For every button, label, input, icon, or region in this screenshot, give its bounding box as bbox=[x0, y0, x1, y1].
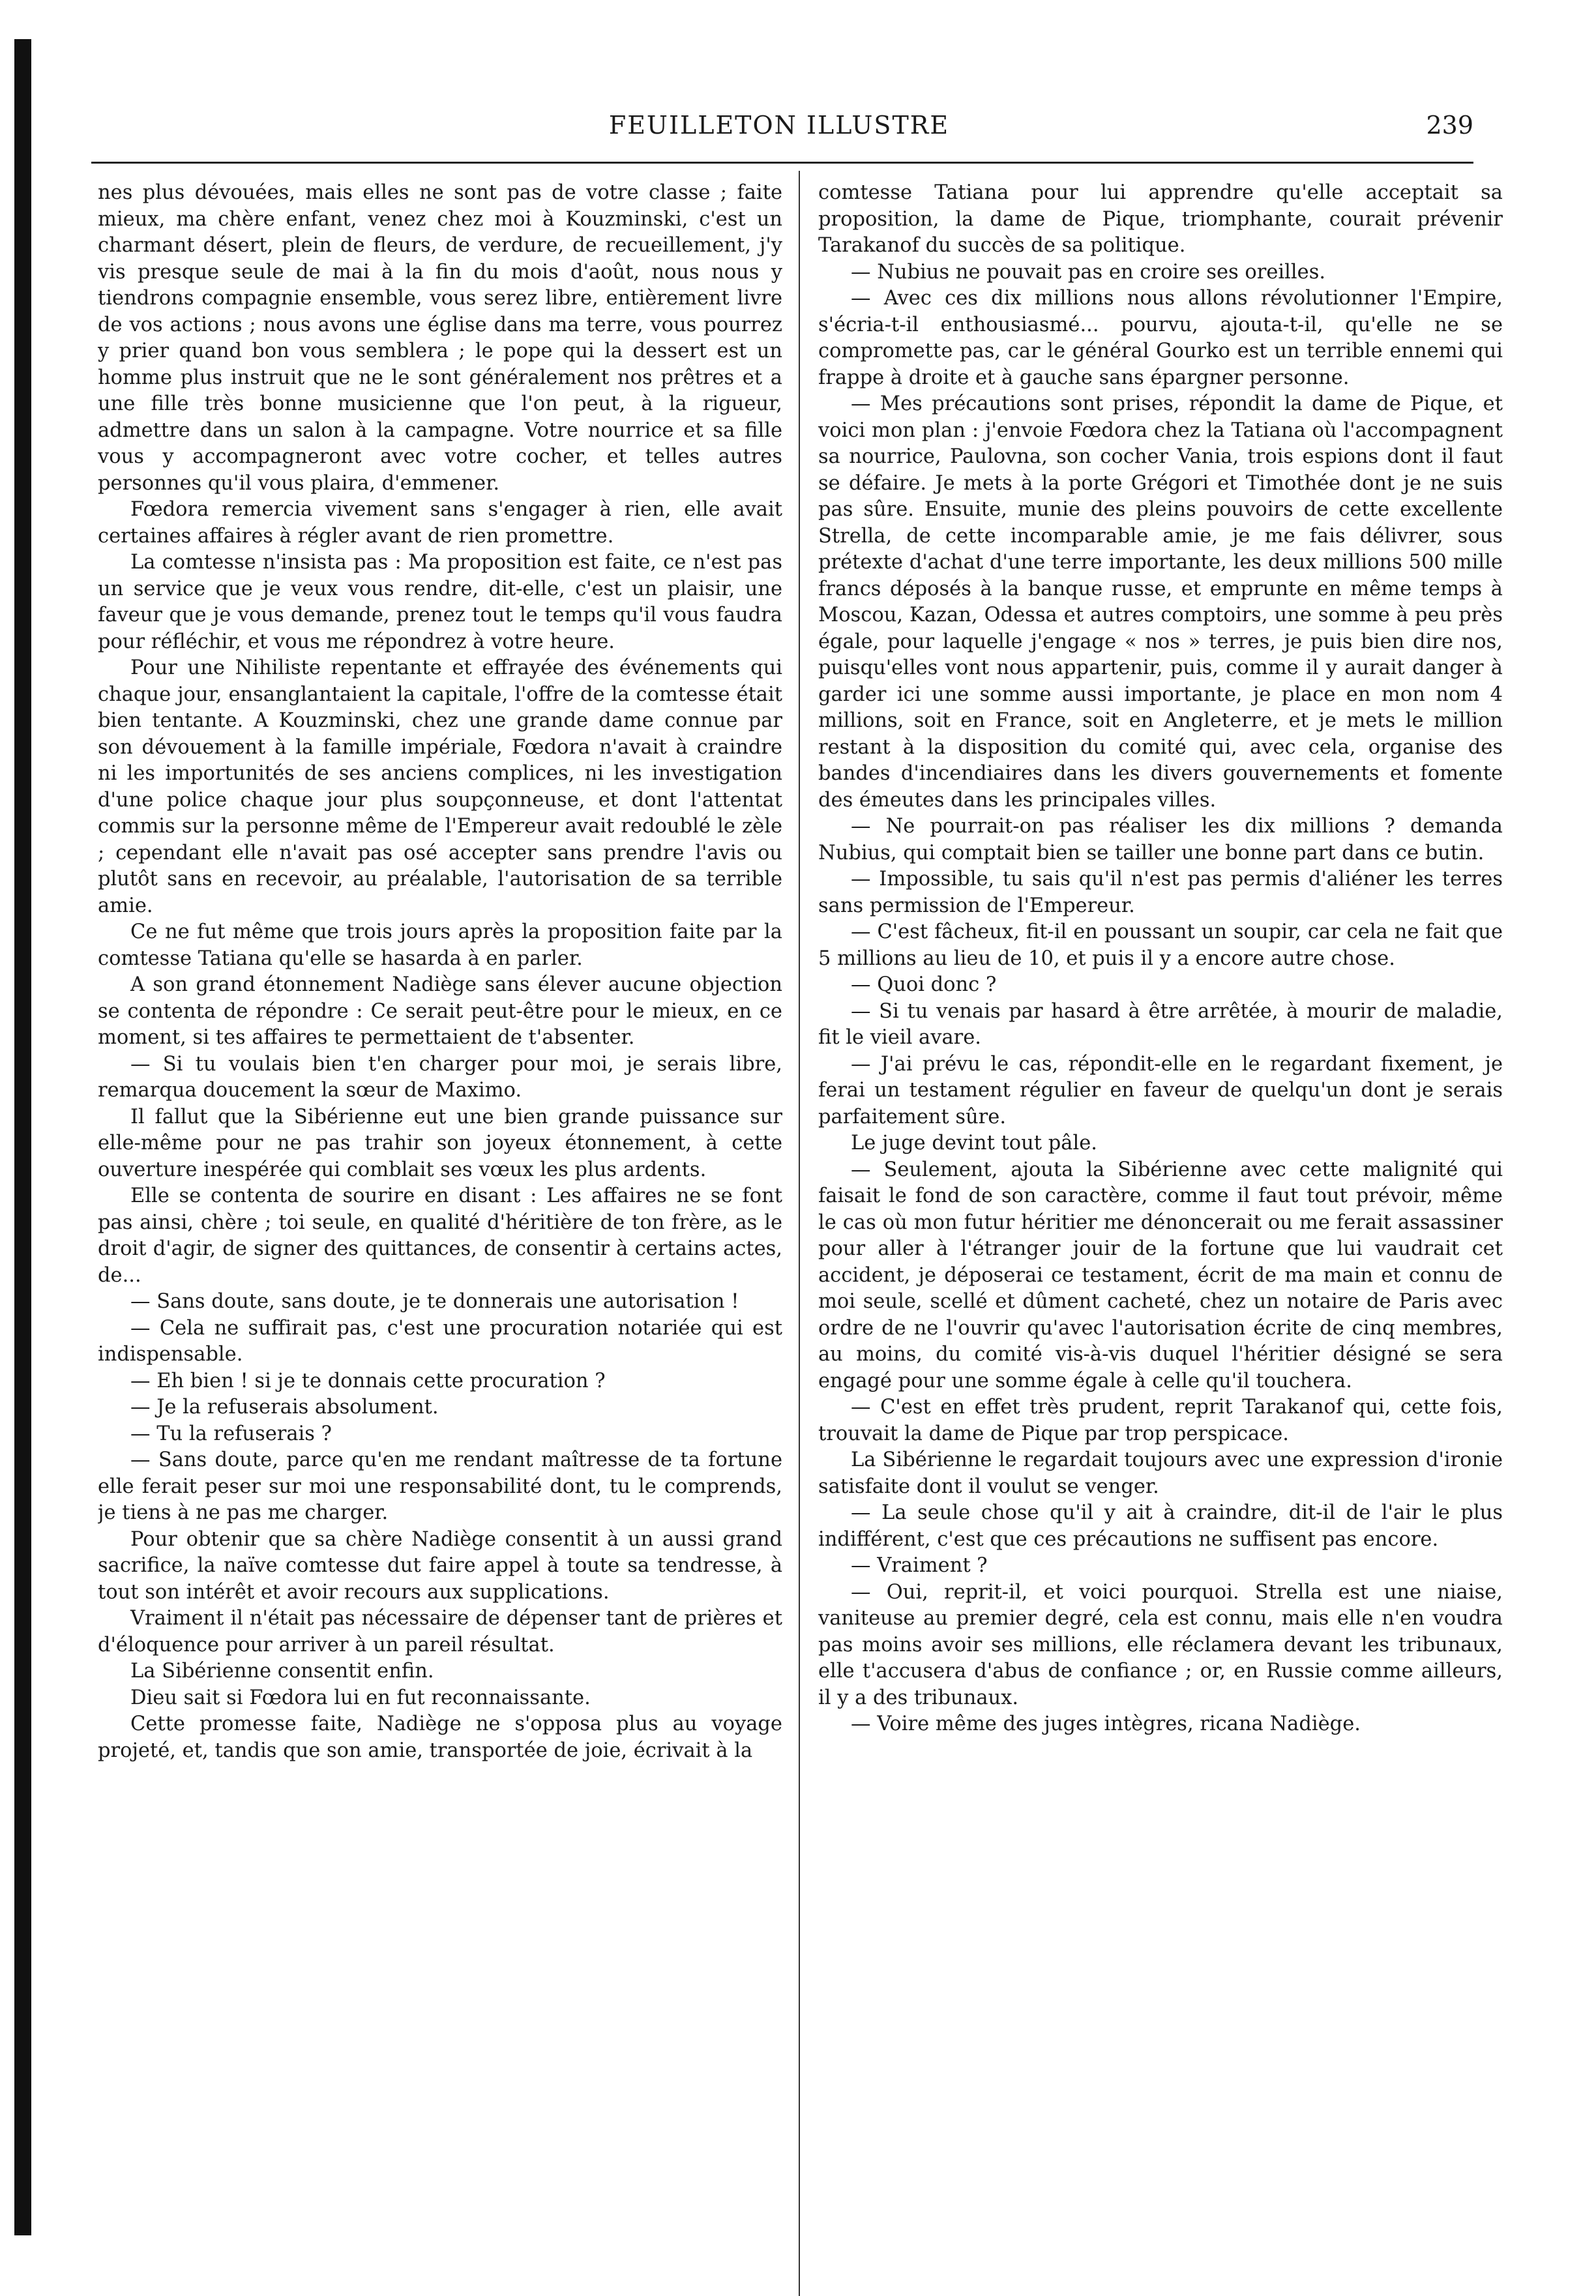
paragraph: — Avec ces dix millions nous allons révolutionner l'Empire, s'écria-t-il enthousiasmé... pourvu, ajouta-t-il, qu'elle ne se compromette pas, car le général Gourko est un terrible ennemi qui frappe à droite et à gauche sans épargner personne. bbox=[818, 287, 1503, 389]
paragraph: — Je la refuserais absolument. bbox=[130, 1396, 439, 1419]
paragraph: — Eh bien ! si je te donnais cette procuration ? bbox=[130, 1369, 606, 1392]
paragraph: — Nubius ne pouvait pas en croire ses oreilles. bbox=[851, 260, 1326, 284]
paragraph: — Ne pourrait-on pas réaliser les dix millions ? demanda Nubius, qui comptait bien se tailler une bonne part dans ce butin. bbox=[818, 815, 1503, 864]
paragraph: Dieu sait si Fœdora lui en fut reconnaissante. bbox=[130, 1686, 591, 1709]
paragraph: nes plus dévouées, mais elles ne sont pas de votre classe ; faite mieux, ma chère enfant, venez chez moi à Kouzminski, c'est un charmant désert, plein de fleurs, de verdure, de recueillement, j'y vis presque seule de mai à la fin du mois d'août, nous nous y tiendrons compagnie ensemble, vous serez libre, entièrement livre de vos actions ; nous avons une église dans ma terre, vous pourrez y prier quand bon vous semblera ; le pope qui la dessert est un homme plus instruit que ne le sont généralement nos prêtres et a une fille très bonne musicienne que l'on peut, à la rigueur, admettre dans un salon à la campagne. Votre nourrice et sa fille vous y accompagneront avec votre cocher, et telles autres personnes qu'il vous plaira, d'emmener. bbox=[98, 181, 782, 495]
paragraph: Fœdora remercia vivement sans s'engager à rien, elle avait certaines affaires à régler avant de rien promettre. bbox=[98, 498, 782, 548]
paragraph: — C'est fâcheux, fit-il en poussant un soupir, car cela ne fait que 5 millions au lieu de 10, et puis il y a encore autre chose. bbox=[818, 920, 1503, 970]
paragraph: — Si tu voulais bien t'en charger pour moi, je serais libre, remarqua doucement la sœur de Maximo. bbox=[98, 1052, 782, 1102]
header-rule bbox=[91, 162, 1473, 164]
paragraph: — Seulement, ajouta la Sibérienne avec cette malignité qui faisait le fond de son caractère, comme il faut tout prévoir, même le cas où mon futur héritier me dénoncerait ou me ferait assassiner pour aller à l'étranger jouir de la fortune que lui vaudrait cet accident, je déposerai ce testament, écrit de ma main et connu de moi seule, scellé et dûment cacheté, chez un notaire de Paris avec ordre de ne l'ouvrir qu'avec l'autorisation écrite de cinq membres, au moins, du comité vis-à-vis duquel l'héritier désigné se sera engagé pour une somme égale à celle qu'il touchera. bbox=[818, 1158, 1503, 1392]
header-title: FEUILLETON ILLUSTRE bbox=[608, 111, 950, 140]
paragraph: — Vraiment ? bbox=[851, 1554, 988, 1577]
paragraph: comtesse Tatiana pour lui apprendre qu'elle acceptait sa proposition, la dame de Pique, triomphante, courait prévenir Tarakanof du succès de sa politique. bbox=[818, 181, 1503, 257]
paragraph: — Sans doute, parce qu'en me rendant maîtresse de ta fortune elle ferait peser sur moi une responsabilité dont, tu le comprends, je tiens à ne pas me charger. bbox=[98, 1449, 782, 1524]
paragraph: — La seule chose qu'il y ait à craindre, dit-il de l'air le plus indifférent, c'est que ces précautions ne suffisent pas encore. bbox=[818, 1501, 1503, 1551]
right-column bbox=[818, 180, 1503, 2201]
paragraph: — Oui, reprit-il, et voici pourquoi. Strella est une niaise, vaniteuse au premier degré, cela est connu, mais elle n'en voudra pas moins avoir ses millions, elle réclamera devant les tribunaux, elle t'accusera d'abus de confiance ; or, en Russie comme ailleurs, il y a des tribunaux. bbox=[818, 1580, 1503, 1709]
paragraph: Pour obtenir que sa chère Nadiège consentit à un aussi grand sacrifice, la naïve comtesse dut faire appel à toute sa tendresse, à tout son intérêt et avoir recours aux supplications. bbox=[98, 1527, 782, 1604]
paragraph: — Sans doute, sans doute, je te donnerais une autorisation ! bbox=[130, 1290, 739, 1313]
paragraph: — Si tu venais par hasard à être arrêtée, à mourir de maladie, fit le vieil avare. bbox=[818, 999, 1503, 1049]
paragraph: La comtesse n'insista pas : Ma proposition est faite, ce n'est pas un service que je veux vous rendre, dit-elle, c'est un plaisir, une faveur que je vous demande, prenez tout le temps qu'il vous faudra pour réfléchir, et vous me répondrez à votre heure. bbox=[98, 551, 782, 653]
paragraph: Elle se contenta de sourire en disant : Les affaires ne se font pas ainsi, chère ; toi seule, en qualité d'héritière de ton frère, as le droit d'agir, de signer des quittances, de consentir à certains actes, de... bbox=[98, 1185, 782, 1287]
paragraph: Pour une Nihiliste repentante et effrayée des événements qui chaque jour, ensanglantaient la capitale, l'offre de la comtesse était bien tentante. A Kouzminski, chez une grande dame connue par son dévouement à la famille impériale, Fœdora n'avait à craindre ni les importunités de ses anciens complices, ni les investigation d'une police chaque jour plus soupçonneuse, et dont l'attentat commis sur la personne même de l'Empereur avait redoublé le zèle ; cependant elle n'avait pas osé accepter sans prendre l'avis ou plutôt sans en recevoir, au préalable, l'autorisation de sa terrible amie. bbox=[98, 656, 782, 917]
binding-edge bbox=[14, 39, 31, 2235]
paragraph: A son grand étonnement Nadiège sans élever aucune objection se contenta de répondre : Ce serait peut-être pour le mieux, en ce moment, si tes affaires te permettaient de t'absenter. bbox=[98, 973, 782, 1049]
page-number: 239 bbox=[1426, 111, 1473, 140]
paragraph: — Tu la refuserais ? bbox=[130, 1422, 332, 1445]
paragraph: — Voire même des juges intègres, ricana Nadiège. bbox=[851, 1713, 1361, 1735]
paragraph: Vraiment il n'était pas nécessaire de dépenser tant de prières et d'éloquence pour arriver à un pareil résultat. bbox=[98, 1607, 782, 1656]
paragraph: Ce ne fut même que trois jours après la proposition faite par la comtesse Tatiana qu'elle se hasarda à en parler. bbox=[98, 920, 782, 970]
running-header bbox=[85, 111, 1473, 150]
paragraph: — Mes précautions sont prises, répondit la dame de Pique, et voici mon plan : j'envoie Fœdora chez la Tatiana où l'accompagnent sa nourrice, Paulovna, son cocher Vania, trois espions dont il faut se défaire. Je mets à la porte Grégori et Timothée dont je ne suis pas sûre. Ensuite, munie des pleins pouvoirs de cette excellente Strella, de cette incomparable amie, je me fais délivrer, sous prétexte d'achat d'une terre importante, les deux millions 500 mille francs déposés à la banque russe, et emprunte en même temps à Moscou, Kazan, Odessa et autres comptoirs, une somme à peu près égale, pour laquelle j'engage « nos » terres, je puis bien dire nos, puisqu'elles vont nous appartenir, puis, comme il y aurait danger à garder ici une somme aussi importante, je place en mon nom 4 millions, soit en France, soit en Angleterre, et je mets le million restant à la disposition du comité qui, avec cela, organise des bandes d'incendiaires dans les divers gouvernements et fomente des émeutes dans les principales villes. bbox=[818, 392, 1503, 812]
paragraph: La Sibérienne le regardait toujours avec une expression d'ironie satisfaite dont il voulut se venger. bbox=[818, 1449, 1503, 1498]
paragraph: Il fallut que la Sibérienne eut une bien grande puissance sur elle-même pour ne pas trahir son joyeux étonnement, à cette ouverture inespérée qui comblait ses vœux les plus ardents. bbox=[98, 1105, 782, 1181]
paragraph: — C'est en effet très prudent, reprit Tarakanof qui, cette fois, trouvait la dame de Pique par trop perspicace. bbox=[818, 1396, 1503, 1445]
column-divider bbox=[799, 171, 800, 2296]
left-column bbox=[98, 180, 782, 2201]
paragraph: La Sibérienne consentit enfin. bbox=[130, 1660, 434, 1683]
paragraph: — J'ai prévu le cas, répondit-elle en le regardant fixement, je ferai un testament régulier en faveur de quelqu'un dont je serais parfaitement sûre. bbox=[818, 1052, 1503, 1128]
paragraph: — Impossible, tu sais qu'il n'est pas permis d'aliéner les terres sans permission de l'Empereur. bbox=[818, 868, 1503, 917]
paragraph: Cette promesse faite, Nadiège ne s'opposa plus au voyage projeté, et, tandis que son amie, transportée de joie, écrivait à la bbox=[98, 1713, 782, 1762]
paragraph: — Quoi donc ? bbox=[851, 973, 997, 996]
paragraph: — Cela ne suffirait pas, c'est une procuration notariée qui est indispensable. bbox=[98, 1316, 782, 1366]
paragraph: Le juge devint tout pâle. bbox=[851, 1132, 1097, 1155]
